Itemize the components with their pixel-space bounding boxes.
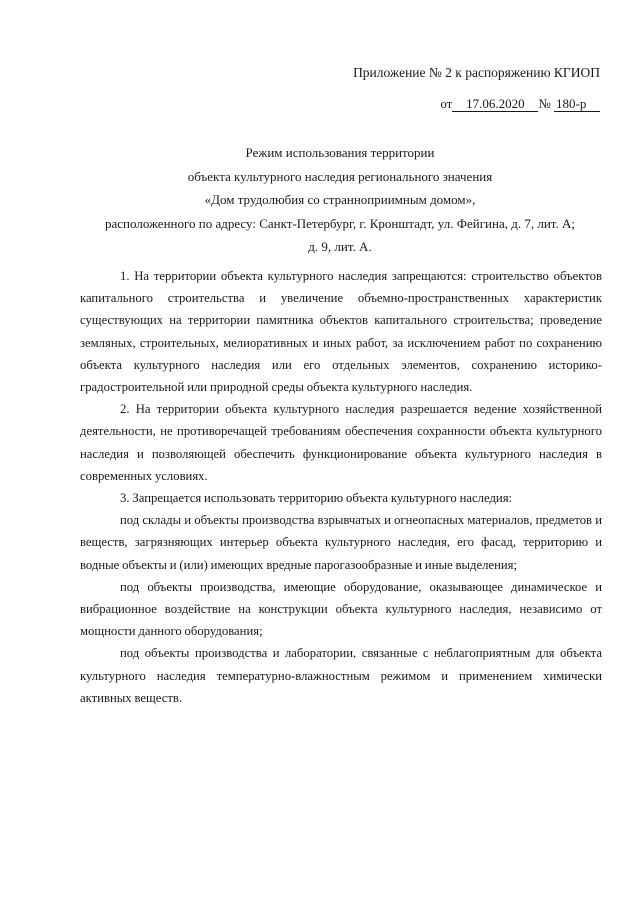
order-number: 180-р xyxy=(554,97,600,112)
number-prefix: № xyxy=(538,96,551,111)
title-line: «Дом трудолюбия со странноприимным домом», xyxy=(204,192,476,207)
document-title xyxy=(70,141,610,259)
title-line: расположенного по адресу: Санкт-Петербург, г. Кронштадт, ул. Фейгина, д. 7, лит. А; xyxy=(105,215,575,231)
paragraph-restriction-vibration: под объекты производства, имеющие оборудование, оказывающее динамическое и вибрационное воздействие на конструкции объекта культурного наследия, независимо от мощности данного оборудования; xyxy=(80,579,602,639)
paragraph-prohibitions: 1. На территории объекта культурного наследия запрещаются: строительство объектов капитального строительства и увеличение объемно-пространственных характеристик существующих на территории памятника объектов капитального строительства; проведение земляных, строительных, мелиоративных и иных работ, за исключением работ по сохранению объекта культурного наследия или его отдельных элементов, сохранению историко-градостроительной или природной среды объекта культурного наследия. xyxy=(80,269,602,395)
order-date: 17.06.2020 xyxy=(452,97,538,112)
paragraph-use-restrictions: 3. Запрещается использовать территорию объекта культурного наследия: xyxy=(120,491,513,506)
document-body xyxy=(80,265,602,709)
title-line: Режим использования территории xyxy=(245,145,435,160)
paragraph-restriction-laboratories: под объекты производства и лаборатории, связанные с неблагоприятным для объекта культурного наследия температурно-влажностным режимом и применением химически активных веществ. xyxy=(80,646,602,705)
appendix-reference: Приложение № 2 к распоряжению КГИОП xyxy=(353,65,600,80)
paragraph-permitted-activity: 2. На территории объекта культурного наследия разрешается ведение хозяйственной деятельности, не противоречащей требованиям обеспечения сохранности объекта культурного наследия и позволяющей обеспечить функционирование объекта культурного наследия в современных условиях. xyxy=(80,402,602,483)
date-prefix: от xyxy=(440,96,453,111)
paragraph-restriction-warehouses: под склады и объекты производства взрывчатых и огнеопасных материалов, предметов и веществ, загрязняющих интерьер объекта культурного наследия, его фасад, территорию и водные объекты и (или) имеющих вредные парогазообразные и иные выделения; xyxy=(80,513,602,572)
order-date-number xyxy=(440,96,600,112)
title-line: объекта культурного наследия регионального значения xyxy=(187,168,493,184)
title-line: д. 9, лит. А. xyxy=(308,239,372,254)
